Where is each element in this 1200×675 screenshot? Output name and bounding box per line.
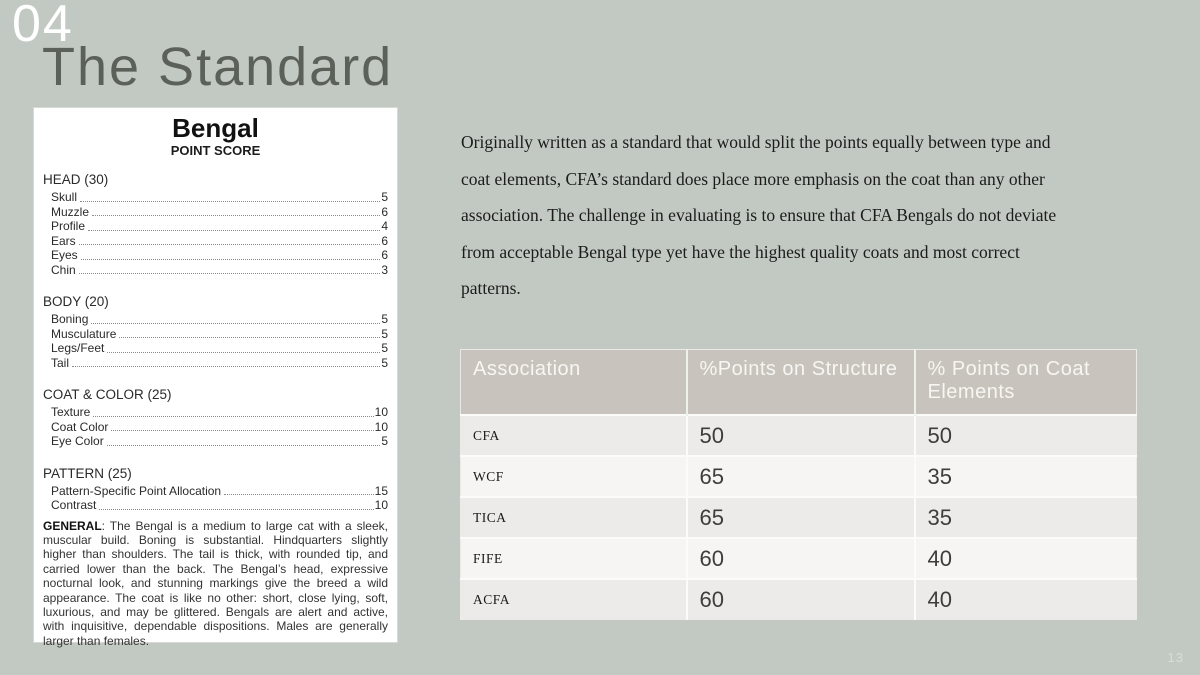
dotted-leader xyxy=(93,416,373,417)
association-cell: FIFE xyxy=(461,538,687,579)
table-row xyxy=(461,415,1137,456)
point-label: Legs/Feet xyxy=(51,341,105,355)
point-row xyxy=(43,420,388,435)
point-value: 15 xyxy=(374,483,388,498)
structure-cell: 50 xyxy=(687,415,915,456)
slide-number: 04 xyxy=(12,0,74,53)
dotted-leader xyxy=(119,337,380,338)
point-score-breed-title: Bengal xyxy=(172,113,259,143)
structure-cell: 60 xyxy=(687,538,915,579)
point-row xyxy=(43,356,388,371)
dotted-leader xyxy=(107,352,380,353)
section-heading-head: HEAD (30) xyxy=(43,172,109,187)
point-row xyxy=(43,234,388,249)
structure-cell: 65 xyxy=(687,456,915,497)
association-cell: WCF xyxy=(461,456,687,497)
point-value: 3 xyxy=(381,262,388,277)
table-row xyxy=(461,579,1137,620)
dotted-leader xyxy=(92,215,380,216)
point-value: 10 xyxy=(374,405,388,419)
point-value: 6 xyxy=(381,233,388,248)
table-row xyxy=(461,538,1137,579)
dotted-leader xyxy=(107,445,381,446)
coat-cell: 40 xyxy=(915,579,1137,620)
point-label: Texture xyxy=(51,405,91,419)
point-value: 4 xyxy=(381,219,388,233)
point-value: 5 xyxy=(381,326,388,341)
coat-cell: 40 xyxy=(915,538,1137,579)
section-heading-coat-color: COAT & COLOR (25) xyxy=(43,387,172,402)
point-value: 5 xyxy=(381,434,388,448)
header-points-coat: % Points on Coat Elements xyxy=(915,350,1137,416)
point-label: Chin xyxy=(51,262,76,277)
point-value: 5 xyxy=(381,341,388,355)
point-label: Coat Color xyxy=(51,419,109,434)
structure-cell: 60 xyxy=(687,579,915,620)
point-label: Ears xyxy=(51,233,76,248)
table-row xyxy=(461,456,1137,497)
point-label: Pattern-Specific Point Allocation xyxy=(51,483,222,498)
coat-cell: 35 xyxy=(915,456,1137,497)
page-title: The Standard xyxy=(42,37,394,97)
general-text: : The Bengal is a medium to large cat with a sleek, muscular build. Boning is substantial. Hindquarters slightly higher than shoulders. The tail is thick, with rounded tip, and carried lower than the back. The Bengal’s head, expressive nocturnal look, and stunning markings give the breed a wild appearance. The coat is like no other: short, close lying, soft, luxurious, and may be glittered. Bengals are alert and active, with inquisitive, dependable dispositions. Males are generally larger than females. xyxy=(43,518,388,648)
point-label: Muzzle xyxy=(51,204,90,219)
dotted-leader xyxy=(224,494,374,495)
point-value: 10 xyxy=(374,498,388,512)
point-label: Boning xyxy=(51,312,89,326)
table-row xyxy=(461,497,1137,538)
dotted-leader xyxy=(91,323,380,324)
point-row xyxy=(43,312,388,327)
point-score-card xyxy=(33,107,398,648)
point-row xyxy=(43,190,388,205)
dotted-leader xyxy=(80,201,380,202)
point-row xyxy=(43,327,388,342)
point-row xyxy=(43,263,388,278)
point-label: Musculature xyxy=(51,326,117,341)
point-label: Eyes xyxy=(51,248,78,262)
point-row xyxy=(43,205,388,220)
dotted-leader xyxy=(79,244,381,245)
dotted-leader xyxy=(99,509,373,510)
general-label: GENERAL xyxy=(43,518,102,533)
point-row xyxy=(43,248,388,263)
association-cell: CFA xyxy=(461,415,687,456)
point-value: 6 xyxy=(381,204,388,219)
point-label: Profile xyxy=(51,219,86,233)
dotted-leader xyxy=(81,259,381,260)
dotted-leader xyxy=(79,273,381,274)
point-row xyxy=(43,219,388,234)
point-row xyxy=(43,498,388,513)
general-description xyxy=(43,519,388,649)
association-cell: ACFA xyxy=(461,579,687,620)
coat-cell: 50 xyxy=(915,415,1137,456)
dotted-leader xyxy=(111,430,373,431)
point-row xyxy=(43,434,388,449)
point-value: 5 xyxy=(381,355,388,370)
point-row xyxy=(43,341,388,356)
association-cell: TICA xyxy=(461,497,687,538)
coat-cell: 35 xyxy=(915,497,1137,538)
point-label: Skull xyxy=(51,190,78,204)
point-label: Eye Color xyxy=(51,434,104,448)
page-number: 13 xyxy=(1167,650,1184,665)
section-heading-pattern: PATTERN (25) xyxy=(43,465,132,481)
point-value: 6 xyxy=(381,248,388,262)
header-points-structure: %Points on Structure xyxy=(687,350,915,416)
header-association: Association xyxy=(461,350,687,416)
point-row xyxy=(43,484,388,499)
body-paragraph: Originally written as a standard that would split the points equally between type and coat elements, CFA’s standard does place more emphasis on the coat than any other association. The challenge in evaluating is to ensure that CFA Bengals do not deviate from acceptable Bengal type yet have the highest quality coats and most correct patterns. xyxy=(461,132,1057,298)
dotted-leader xyxy=(72,366,380,367)
table-header-row xyxy=(461,350,1137,416)
point-value: 10 xyxy=(374,419,388,434)
point-label: Contrast xyxy=(51,498,97,512)
association-points-table xyxy=(460,349,1137,620)
point-value: 5 xyxy=(381,190,388,204)
point-score-subtitle: POINT SCORE xyxy=(170,143,261,158)
point-value: 5 xyxy=(381,312,388,326)
dotted-leader xyxy=(88,230,380,231)
point-row xyxy=(43,405,388,420)
structure-cell: 65 xyxy=(687,497,915,538)
point-label: Tail xyxy=(51,355,70,370)
section-heading-body: BODY (20) xyxy=(43,294,109,309)
